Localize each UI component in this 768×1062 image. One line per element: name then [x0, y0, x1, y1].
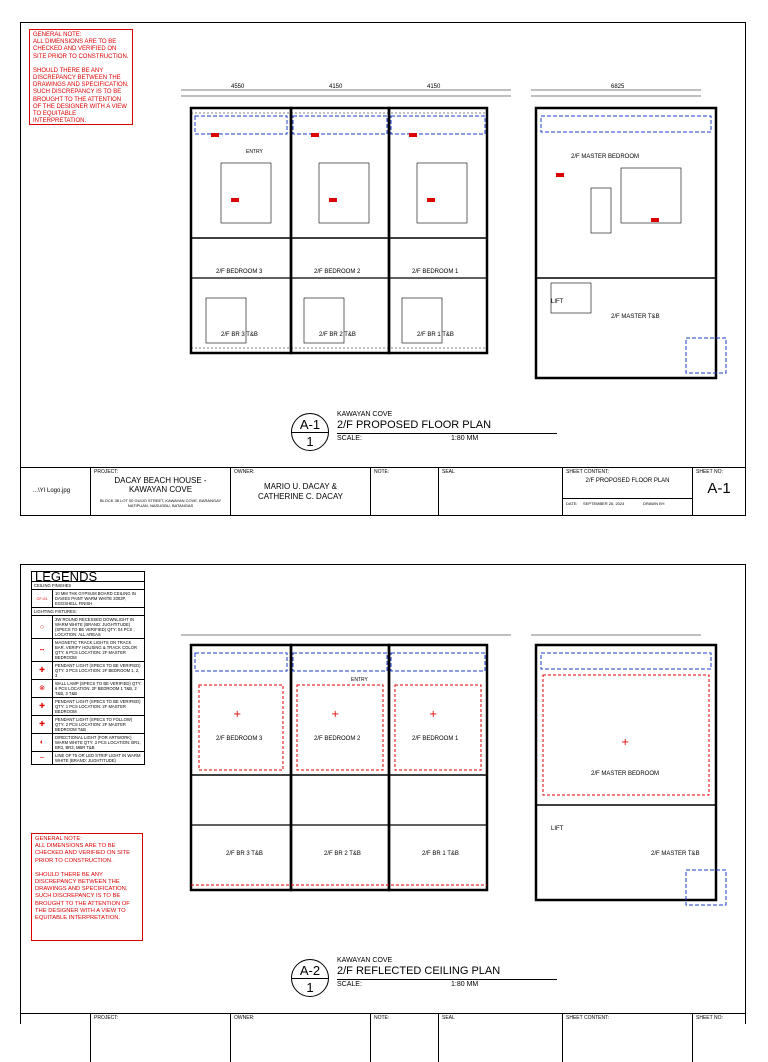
legend-item-text: PENDANT LIGHT (SPECS TO FOLLOW) QTY: 2 PCS LOCATION: 2F MASTER BEDROOM T&B	[55, 717, 133, 732]
general-note-2	[31, 833, 143, 941]
logo-cell	[21, 468, 91, 516]
logo-cell	[21, 1014, 91, 1062]
legend-row	[32, 680, 144, 698]
legend-item-text: WALL LAMP (SPECS TO BE VERIFIED) QTY: 6 PCS LOCATION: 2F BEDROOM 1 T&B, 2 T&B, 3 T&B	[55, 681, 142, 696]
legend-row	[32, 698, 144, 716]
seal-label: SEAL	[442, 1015, 455, 1021]
drawing-title-block	[291, 411, 571, 459]
general-note-p2: SHOULD THERE BE ANY DISCREPANCY BETWEEN THE DRAWINGS AND SPECIFICATION, SUCH DISCREPANCY IS TO BE BROUGHT TO THE ATTENTION OF THE DESIGNER WITH A VIEW TO EQUITABLE INTERPRETATION.	[33, 67, 129, 125]
project-address: BLOCK 38 LOT 00 GUIJO STREET, KAWAYAN COVE, BARANGAY NATIPUAN, NASUGBU, BATANGAS	[99, 498, 222, 508]
room-entry-label: ENTRY	[246, 149, 263, 155]
drawing-number: 1	[306, 980, 314, 995]
pendant-light-icon: ✚	[32, 698, 53, 715]
room-bedroom1-label: 2/F BEDROOM 1	[412, 736, 459, 742]
seal-label: SEAL	[442, 469, 455, 475]
legend-row	[32, 752, 144, 764]
drawing-number: 1	[306, 434, 314, 449]
dim-top-1: 4550	[231, 84, 245, 90]
project-label: PROJECT:	[94, 469, 119, 475]
room-bedroom2-label: 2/F BEDROOM 2	[314, 736, 361, 742]
legend-row-ceiling	[32, 590, 144, 608]
room-lift-label: LIFT	[551, 299, 564, 305]
svg-text:+: +	[429, 709, 438, 720]
room-br2-tb-label: 2/F BR 2 T&B	[319, 332, 356, 338]
ceiling-plan-drawing	[151, 615, 746, 935]
room-entry-label: ENTRY	[351, 677, 368, 683]
sheet-content-cell	[563, 468, 693, 516]
legend-row	[32, 639, 144, 662]
room-br3-tb-label: 2/F BR 3 T&B	[226, 851, 263, 857]
general-note-p1: ALL DIMENSIONS ARE TO BE CHECKED AND VERIFIED ON SITE PRIOR TO CONSTRUCTION.	[33, 39, 129, 60]
room-br2-tb-label: 2/F BR 2 T&B	[324, 851, 361, 857]
room-master-bedroom-label: 2/F MASTER BEDROOM	[571, 154, 640, 160]
general-note-title: GENERAL NOTE:	[35, 836, 82, 842]
seal-cell	[439, 1014, 563, 1062]
sheet-no: A-1	[707, 480, 731, 497]
drawing-subtitle: KAWAYAN COVE	[337, 957, 393, 964]
sheet-content-label: SHEET CONTENT:	[566, 469, 609, 475]
room-bedroom3-label: 2/F BEDROOM 3	[216, 269, 263, 275]
legend-item-text: LINE OF T5 OR LED STRIP LIGHT IN WARM WHITE (BRAND: JUGHTITUDE)	[55, 753, 141, 763]
room-master-tb-label: 2/F MASTER T&B	[651, 851, 700, 857]
legend-item-text: MAGNETIC TRACK LIGHTS ON TRACK BAR. VERIFY HOUSING & TRACK COLOR QTY: 6 PCS LOCATION: 2F MASTER BEDROOM	[55, 640, 137, 660]
note-cell	[371, 1014, 439, 1062]
sheet-no-label: SHEET NO:	[696, 469, 723, 475]
legend-row	[32, 662, 144, 680]
project-name: DACAY BEACH HOUSE - KAWAYAN COVE	[114, 476, 207, 494]
project-label: PROJECT:	[94, 1015, 119, 1021]
pendant-light-icon: ✚	[32, 662, 53, 679]
title-block	[21, 467, 745, 516]
legend-item-text: 3W ROUND RECESSED DOWNLIGHT IN WARM WHITE (BRAND: JUGHTITUDE) (SPECS TO BE VERIFIED) QTY: 04 PCS ; LOCATION: ALL AREAS	[55, 617, 135, 637]
legend-panel	[31, 571, 145, 765]
drawing-title: 2/F REFLECTED CEILING PLAN	[337, 965, 501, 977]
floor-plan-drawing	[151, 78, 746, 418]
legend-item-text: PENDANT LIGHT (SPECS TO BE VERIFIED) QTY: 3 PCS LOCATION: 2F BEDROOM 1, 2, 3	[55, 663, 141, 678]
date-label: DATE:	[566, 501, 578, 506]
room-bedroom1-label: 2/F BEDROOM 1	[412, 269, 459, 275]
note-label: NOTE:	[374, 469, 390, 475]
drawing-id: A-1	[299, 417, 321, 432]
svg-text:+: +	[331, 709, 340, 720]
general-note-p1: ALL DIMENSIONS ARE TO BE CHECKED AND VERIFIED ON SITE PRIOR TO CONSTRUCTION.	[35, 843, 131, 864]
drawing-id: A-2	[299, 963, 321, 978]
sheet-a2	[20, 564, 746, 1024]
owner-cell	[231, 1014, 371, 1062]
logo-placeholder: ...\YI Logo.jpg	[33, 488, 71, 494]
dim-top-4: 6825	[611, 84, 625, 90]
scale-label: SCALE:	[337, 981, 362, 988]
track-light-icon: ┅	[32, 639, 53, 661]
project-cell	[91, 1014, 231, 1062]
sheet-content-label: SHEET CONTENT:	[566, 1015, 609, 1021]
legend-item-text: DIRECTIONAL LIGHT (FOR ARTWORK) WARM WHITE QTY: 3 PCS LOCATION: BR1, BR2, BR3, MBR T&B	[55, 735, 141, 750]
sheet-content-cell	[563, 1014, 693, 1062]
dim-top-2: 4150	[329, 84, 343, 90]
general-note-p2: SHOULD THERE BE ANY DISCREPANCY BETWEEN THE DRAWINGS AND SPECIFICATION, SUCH DISCREPANCY IS TO BE BROUGHT TO THE ATTENTION OF THE DESIGNER WITH A VIEW TO EQUITABLE INTERPRETATION.	[35, 871, 130, 922]
legend-row	[32, 616, 144, 639]
date-value: SEPTEMBER 26, 2024	[583, 501, 625, 506]
ceiling-code: CF-01	[32, 590, 53, 607]
sheet-a1	[20, 22, 746, 516]
title-block-2	[21, 1013, 745, 1062]
legend-row	[32, 716, 144, 734]
owner-cell	[231, 468, 371, 516]
room-master-tb-label: 2/F MASTER T&B	[611, 314, 660, 320]
room-bedroom3-label: 2/F BEDROOM 3	[216, 736, 263, 742]
note-label: NOTE:	[374, 1015, 390, 1021]
svg-text:+: +	[233, 709, 242, 720]
room-lift-label: LIFT	[551, 826, 564, 832]
general-note-title: GENERAL NOTE:	[33, 32, 82, 38]
project-cell	[91, 468, 231, 516]
legend-title: LEGENDS	[32, 572, 144, 582]
room-bedroom2-label: 2/F BEDROOM 2	[314, 269, 361, 275]
ceiling-desc: 10 MM THK GYPSUM BOARD CEILING IN DAVIES PAINT WARM WHITE 2002P, EGGSHELL FINISH	[55, 591, 136, 606]
room-br1-tb-label: 2/F BR 1 T&B	[422, 851, 459, 857]
scale-value: 1:80 MM	[451, 435, 479, 442]
svg-text:+: +	[621, 737, 630, 748]
owner-label: OWNER:	[234, 469, 255, 475]
note-cell	[371, 468, 439, 516]
pendant-light-icon: ✚	[32, 716, 53, 733]
room-br3-tb-label: 2/F BR 3 T&B	[221, 332, 258, 338]
owner-label: OWNER:	[234, 1015, 255, 1021]
dim-top-3: 4150	[427, 84, 441, 90]
sheet-no-label: SHEET NO:	[696, 1015, 723, 1021]
seal-cell	[439, 468, 563, 516]
scale-label: SCALE:	[337, 435, 362, 442]
room-br1-tb-label: 2/F BR 1 T&B	[417, 332, 454, 338]
drawing-title-block-2	[291, 957, 571, 1005]
drawing-title: 2/F PROPOSED FLOOR PLAN	[337, 419, 492, 431]
scale-value: 1:80 MM	[451, 981, 479, 988]
drawing-id-circle	[291, 413, 329, 451]
owner-name: MARIO U. DACAY & CATHERINE C. DACAY	[257, 482, 344, 501]
wall-lamp-icon: ⊗	[32, 680, 53, 697]
ceiling-finishes-heading: CEILING FINISHES	[32, 582, 144, 590]
sheet-no-cell	[693, 468, 745, 516]
strip-light-icon: ╌	[32, 752, 53, 764]
legend-item-text: PENDANT LIGHT (SPECS TO BE VERIFIED) QTY: 1 PCS LOCATION: 2F MASTER BEDROOM	[55, 699, 141, 714]
legend-row	[32, 734, 144, 752]
drawing-id-circle	[291, 959, 329, 997]
directional-light-icon: ◐	[32, 734, 53, 751]
sheet-no-cell	[693, 1014, 745, 1062]
drawing-subtitle: KAWAYAN COVE	[337, 411, 393, 418]
general-note	[29, 29, 133, 125]
sheet-content: 2/F PROPOSED FLOOR PLAN	[585, 478, 670, 484]
room-master-bedroom-label: 2/F MASTER BEDROOM	[591, 771, 660, 777]
lighting-fixtures-heading: LIGHTING FIXTURES:	[32, 608, 144, 616]
downlight-icon: ○	[32, 616, 53, 638]
drawn-by-label: DRAWN BY:	[643, 501, 666, 506]
